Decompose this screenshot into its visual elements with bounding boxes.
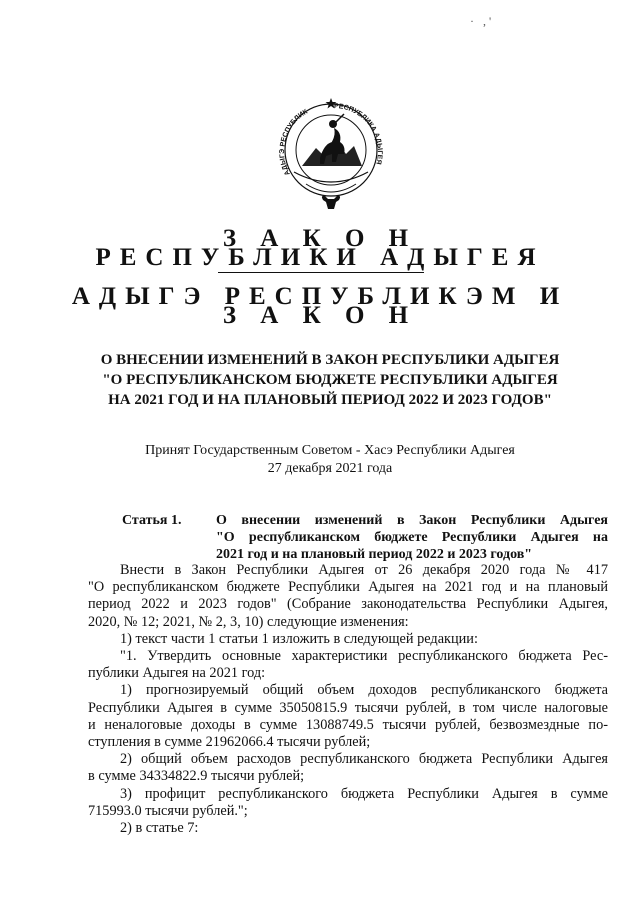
adoption-date: 27 декабря 2021 года [267, 461, 393, 476]
article-title [216, 512, 608, 563]
body-line: публики Адыгея на 2021 год: [88, 665, 266, 682]
subject-line-2: "О РЕСПУБЛИКАНСКОМ БЮДЖЕТЕ РЕСПУБЛИКИ АДЫГЕЯ [102, 372, 558, 388]
body-line: 1) прогнозируемый общий объем доходов республиканского бюджета [120, 682, 608, 699]
article-title-line: "О республиканском бюджете Республики Адыгея на [216, 530, 608, 545]
body-line: Республики Адыгея в сумме 35050815.9 тысячи рублей, в том числе налоговые [88, 699, 608, 716]
body-line: 715993.0 тысячи рублей."; [88, 802, 248, 819]
scan-mark: · ,' [470, 14, 495, 28]
body-line: период 2022 и 2023 годов" (Собрание законодательства Республики Адыгея, [88, 596, 608, 613]
title-adyghe-zakon: З А К О Н [222, 302, 418, 329]
title-adyghe-republic: АДЫГЭ РЕСПУБЛИКЭМ И [71, 283, 569, 310]
body-line: и неналоговые доходы в сумме 13088749.5 тысячи рублей, безвозмездные по- [88, 716, 608, 733]
article-title-line: 2021 год и на плановый период 2022 и 2023 годов" [216, 547, 533, 562]
body-line: 1) текст части 1 статьи 1 изложить в следующей редакции: [120, 630, 478, 647]
body-line: ступления в сумме 21962066.4 тысячи рублей; [88, 734, 371, 751]
svg-text:АДЫГЭ РЕСПУБЛИК [279, 108, 309, 176]
body-line: 3) профицит республиканского бюджета Республики Адыгея в сумме [120, 785, 608, 802]
article-title-line: О внесении изменений в Закон Республики Адыгея [216, 513, 608, 528]
adoption-note [80, 442, 580, 478]
body-line: 2) в статье 7: [120, 820, 199, 837]
body-line: "1. Утвердить основные характеристики республиканского бюджета Рес- [120, 648, 608, 665]
article-number: Статья 1. [122, 513, 182, 528]
subject-line-1: О ВНЕСЕНИИ ИЗМЕНЕНИЙ В ЗАКОН РЕСПУБЛИКИ АДЫГЕЯ [100, 352, 560, 368]
title-divider [218, 272, 424, 273]
title-zakon: З А К О Н [222, 225, 418, 252]
body-line: 2) общий объем расходов республиканского бюджета Республики Адыгея [120, 751, 608, 768]
subject-line-3: НА 2021 ГОД И НА ПЛАНОВЫЙ ПЕРИОД 2022 И 2023 ГОДОВ" [108, 392, 552, 408]
title-republic: РЕСПУБЛИКИ АДЫГЕЯ [95, 244, 545, 271]
law-subject [80, 350, 580, 410]
emblem-ring-text-right: РЕСПУБЛИКА АДЫГЕЯ [333, 102, 383, 166]
body-line: Внести в Закон Республики Адыгея от 26 декабря 2020 года № 417 [120, 562, 608, 578]
emblem-ring-text-left: АДЫГЭ РЕСПУБЛИК [279, 108, 309, 177]
body-line: 2020, № 12; 2021, № 2, 3, 10) следующие изменения: [88, 613, 409, 630]
coat-of-arms-emblem [272, 88, 390, 212]
article-body [88, 562, 608, 837]
adoption-line-1: Принят Государственным Советом - Хасэ Республики Адыгея [145, 443, 515, 458]
body-line: "О республиканском бюджете Республики Адыгея на 2021 год и на плановый [88, 579, 608, 596]
body-line: в сумме 34334822.9 тысячи рублей; [88, 768, 305, 785]
